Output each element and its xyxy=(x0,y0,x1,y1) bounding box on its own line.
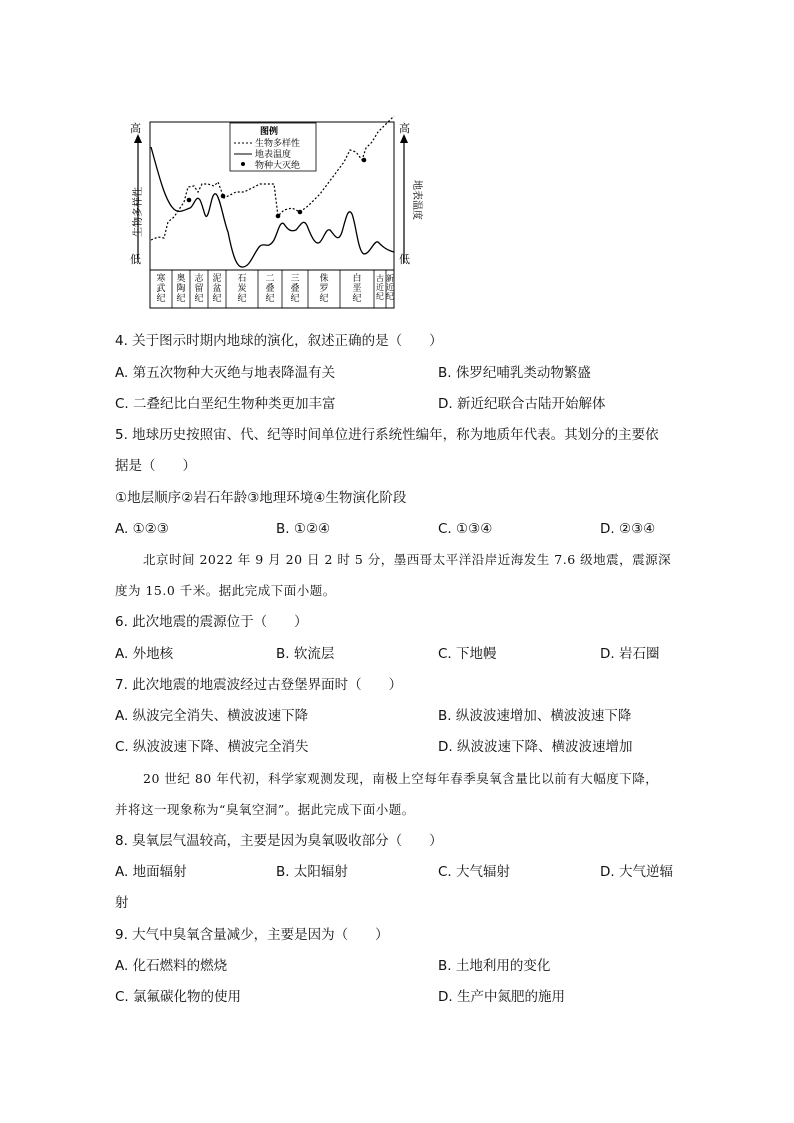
legend-item-biodiversity: 生物多样性 xyxy=(255,139,301,149)
q8-option-d[interactable]: D. 大气逆辐 xyxy=(600,864,673,880)
figure-svg xyxy=(128,112,422,312)
q5-option-d[interactable]: D. ②③④ xyxy=(600,521,656,537)
q7-stem: 7. 此次地震的地震波经过古登堡界面时（ ） xyxy=(115,677,403,693)
period-label: 二叠纪 xyxy=(265,274,275,304)
right-low-label: 低 xyxy=(399,253,410,266)
q5-option-a[interactable]: A. ①②③ xyxy=(115,521,169,537)
period-label: 古近纪 xyxy=(376,274,384,301)
legend-item-extinction: 物种大灭绝 xyxy=(255,161,301,171)
period-label: 泥盆纪 xyxy=(212,274,222,304)
q7-option-c[interactable]: C. 纵波波速下降、横波完全消失 xyxy=(115,739,309,755)
q4-option-b[interactable]: B. 侏罗纪哺乳类动物繁盛 xyxy=(438,365,591,381)
passage2-line2: 并将这一现象称为“臭氧空洞”。据此完成下面小题。 xyxy=(115,802,415,817)
q5-stem-line2: 据是（ ） xyxy=(115,458,196,474)
q4-option-c[interactable]: C. 二叠纪比白垩纪生物种类更加丰富 xyxy=(115,396,336,412)
period-label: 石炭纪 xyxy=(237,274,247,304)
q9-option-c[interactable]: C. 氯氟碳化物的使用 xyxy=(115,989,242,1005)
period-label: 奥陶纪 xyxy=(176,274,186,304)
passage1-line1: 北京时间 2022 年 9 月 20 日 2 时 5 分，墨西哥太平洋沿岸近海发生 7.6 级地震，震源深 xyxy=(143,552,672,567)
q8-stem: 8. 臭氧层气温较高，主要是因为臭氧吸收部分（ ） xyxy=(115,833,443,849)
q8-option-b[interactable]: B. 太阳辐射 xyxy=(276,864,348,880)
period-label: 志留纪 xyxy=(194,274,204,304)
q4-option-a[interactable]: A. 第五次物种大灭绝与地表降温有关 xyxy=(115,365,336,381)
q4-stem: 4. 关于图示时期内地球的演化，叙述正确的是（ ） xyxy=(115,333,443,349)
extinction-dot-cretaceous xyxy=(362,158,367,163)
passage2-line1: 20 世纪 80 年代初，科学家观测发现，南极上空每年春季臭氧含量比以前有大幅度下降， xyxy=(143,771,659,786)
extinction-dot-devonian xyxy=(221,194,226,199)
period-label: 侏罗纪 xyxy=(319,274,329,304)
q8-option-d-continued: 射 xyxy=(115,895,129,911)
right-high-label: 高 xyxy=(399,122,410,135)
left-axis-label: 生物多样性 xyxy=(133,187,144,237)
right-axis-label: 地表温度 xyxy=(411,180,422,220)
extinction-dot-permian xyxy=(276,214,281,219)
extinction-dot-ordovician xyxy=(187,198,192,203)
q9-option-d[interactable]: D. 生产中氮肥的施用 xyxy=(438,989,565,1005)
q6-option-c[interactable]: C. 下地幔 xyxy=(438,646,497,662)
q5-option-c[interactable]: C. ①③④ xyxy=(438,521,493,537)
passage1-line2: 度为 15.0 千米。据此完成下面小题。 xyxy=(115,583,336,598)
q9-stem: 9. 大气中臭氧含量减少，主要是因为（ ） xyxy=(115,927,389,943)
right-axis-arrow xyxy=(400,134,408,143)
period-axis xyxy=(150,270,394,308)
left-high-label: 高 xyxy=(130,122,141,135)
q6-stem: 6. 此次地震的震源位于（ ） xyxy=(115,614,308,630)
q7-option-b[interactable]: B. 纵波波速增加、横波波速下降 xyxy=(438,708,632,724)
period-label: 三叠纪 xyxy=(290,274,300,304)
q5-stem-line1: 5. 地球历史按照宙、代、纪等时间单位进行系统性编年，称为地质年代表。其划分的主要依 xyxy=(115,427,659,443)
geologic-time-figure xyxy=(128,112,422,312)
legend-title: 图例 xyxy=(260,127,279,137)
q5-items: ①地层顺序②岩石年龄③地理环境④生物演化阶段 xyxy=(115,490,407,506)
legend-dot-swatch xyxy=(241,162,245,166)
q6-option-a[interactable]: A. 外地核 xyxy=(115,646,174,662)
period-label: 寒武纪 xyxy=(156,274,166,304)
q4-option-d[interactable]: D. 新近纪联合古陆开始解体 xyxy=(438,396,606,412)
q8-option-c[interactable]: C. 大气辐射 xyxy=(438,864,511,880)
q9-option-a[interactable]: A. 化石燃料的燃烧 xyxy=(115,958,228,974)
q6-option-d[interactable]: D. 岩石圈 xyxy=(600,646,660,662)
period-label: 新近纪 xyxy=(386,274,394,301)
q8-option-a[interactable]: A. 地面辐射 xyxy=(115,864,187,880)
q9-option-b[interactable]: B. 土地利用的变化 xyxy=(438,958,551,974)
left-low-label: 低 xyxy=(130,253,141,266)
q5-option-b[interactable]: B. ①②④ xyxy=(276,521,331,537)
period-label: 白垩纪 xyxy=(352,274,362,304)
legend-item-temperature: 地表温度 xyxy=(255,150,292,160)
q6-option-b[interactable]: B. 软流层 xyxy=(276,646,335,662)
q7-option-d[interactable]: D. 纵波波速下降、横波波速增加 xyxy=(438,739,633,755)
left-axis-arrow xyxy=(134,134,142,143)
extinction-dot-triassic xyxy=(298,210,303,215)
q7-option-a[interactable]: A. 纵波完全消失、横波波速下降 xyxy=(115,708,309,724)
